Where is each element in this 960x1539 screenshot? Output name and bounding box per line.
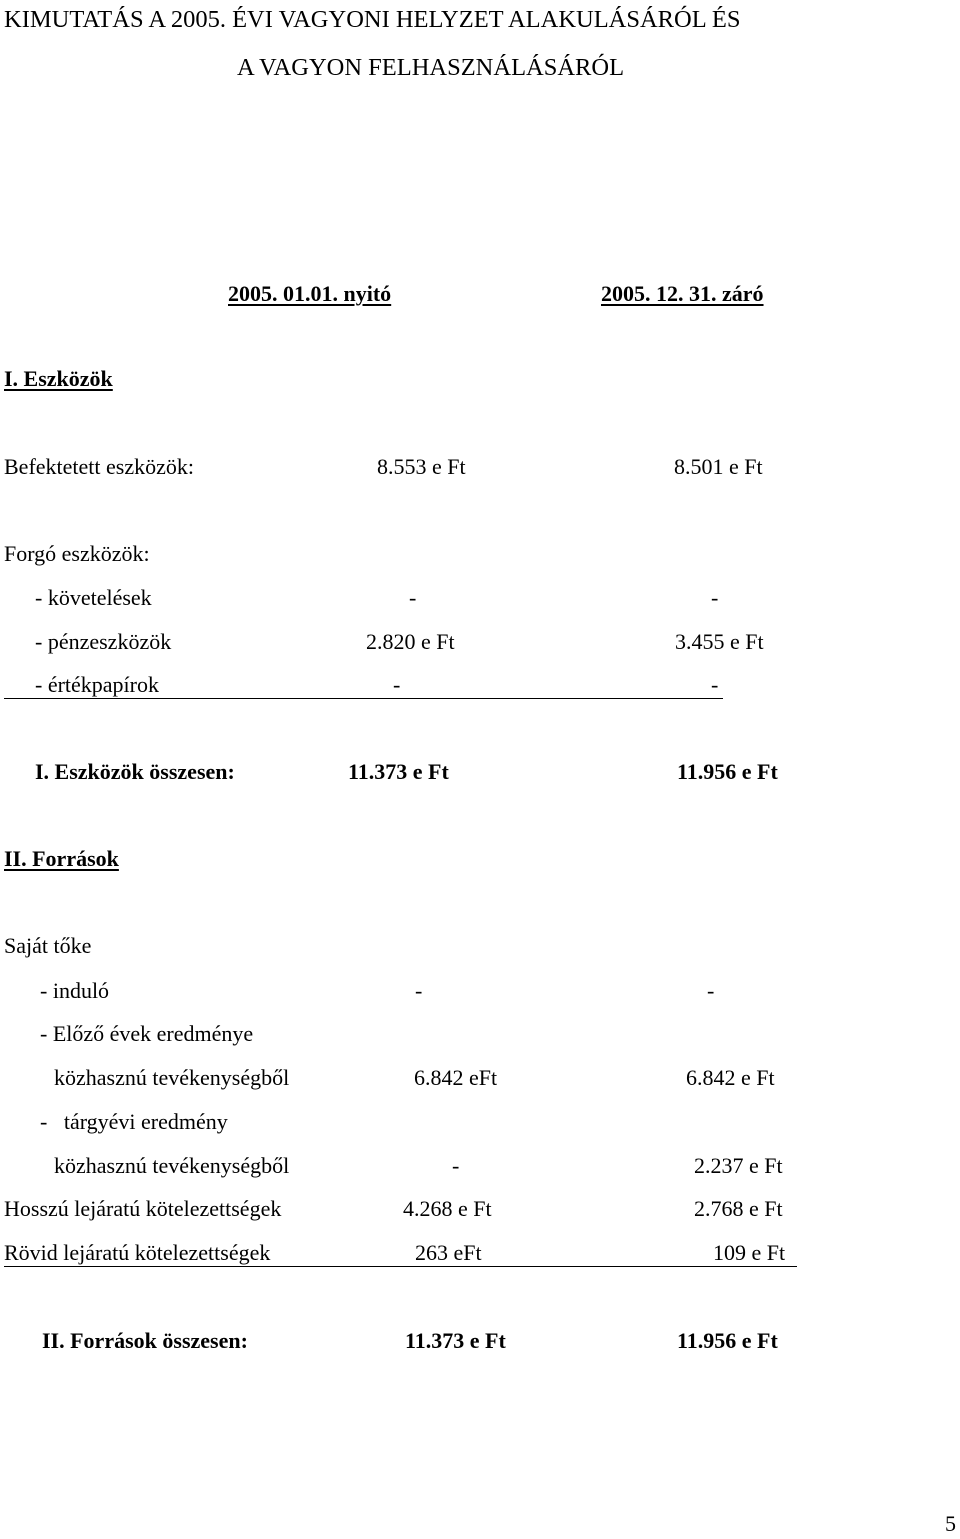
value-current-result-opening: - xyxy=(452,1153,460,1178)
value-securities-opening: - xyxy=(393,672,401,697)
value-receivables-opening: - xyxy=(409,585,417,610)
subheading-current-assets: Forgó eszközök: xyxy=(4,541,150,566)
value-sources-total-closing: 11.956 e Ft xyxy=(677,1328,778,1353)
row-label-current-result-cont: közhasznú tevékenységből xyxy=(54,1153,290,1178)
page-title-line-2: A VAGYON FELHASZNÁLÁSÁRÓL xyxy=(237,54,625,81)
page-title-line-1: KIMUTATÁS A 2005. ÉVI VAGYONI HELYZET ALAKULÁSÁRÓL ÉS xyxy=(4,6,741,33)
value-initial-opening: - xyxy=(415,978,423,1003)
value-cash-opening: 2.820 e Ft xyxy=(366,629,455,654)
row-label-long-term-liabilities: Hosszú lejáratú kötelezettségek xyxy=(4,1196,282,1221)
value-cash-closing: 3.455 e Ft xyxy=(675,629,764,654)
underline-short-term-row xyxy=(4,1266,797,1267)
value-prior-results-closing: 6.842 e Ft xyxy=(686,1065,775,1090)
row-label-initial: - induló xyxy=(40,978,110,1003)
value-fixed-assets-opening: 8.553 e Ft xyxy=(377,454,466,479)
value-prior-results-opening: 6.842 eFt xyxy=(414,1065,498,1090)
row-label-prior-results-cont: közhasznú tevékenységből xyxy=(54,1065,290,1090)
row-label-fixed-assets: Befektetett eszközök: xyxy=(4,454,194,479)
row-label-sources-total: II. Források összesen: xyxy=(42,1328,248,1353)
section-heading-sources: II. Források xyxy=(4,846,119,871)
value-securities-closing: - xyxy=(711,672,719,697)
row-label-cash: - pénzeszközök xyxy=(35,629,172,654)
row-label-current-result: - tárgyévi eredmény xyxy=(40,1109,228,1134)
row-label-receivables: - követelések xyxy=(35,585,152,610)
value-long-term-closing: 2.768 e Ft xyxy=(694,1196,783,1221)
underline-securities-row xyxy=(4,698,723,699)
row-label-short-term-liabilities: Rövid lejáratú kötelezettségek xyxy=(4,1240,271,1265)
row-label-securities: - értékpapírok xyxy=(35,672,159,697)
value-sources-total-opening: 11.373 e Ft xyxy=(405,1328,506,1353)
value-short-term-closing: 109 e Ft xyxy=(713,1240,786,1265)
value-long-term-opening: 4.268 e Ft xyxy=(403,1196,492,1221)
page-number: 5 xyxy=(945,1511,956,1536)
column-header-opening: 2005. 01.01. nyitó xyxy=(228,281,392,306)
value-fixed-assets-closing: 8.501 e Ft xyxy=(674,454,763,479)
value-assets-total-opening: 11.373 e Ft xyxy=(348,759,449,784)
value-initial-closing: - xyxy=(707,978,715,1003)
value-receivables-closing: - xyxy=(711,585,719,610)
subheading-equity: Saját tőke xyxy=(4,933,92,958)
value-assets-total-closing: 11.956 e Ft xyxy=(677,759,778,784)
value-current-result-closing: 2.237 e Ft xyxy=(694,1153,783,1178)
row-label-prior-results: - Előző évek eredménye xyxy=(40,1021,254,1046)
section-heading-assets: I. Eszközök xyxy=(4,366,113,391)
column-header-closing: 2005. 12. 31. záró xyxy=(601,281,764,306)
value-short-term-opening: 263 eFt xyxy=(415,1240,482,1265)
row-label-assets-total: I. Eszközök összesen: xyxy=(35,759,235,784)
